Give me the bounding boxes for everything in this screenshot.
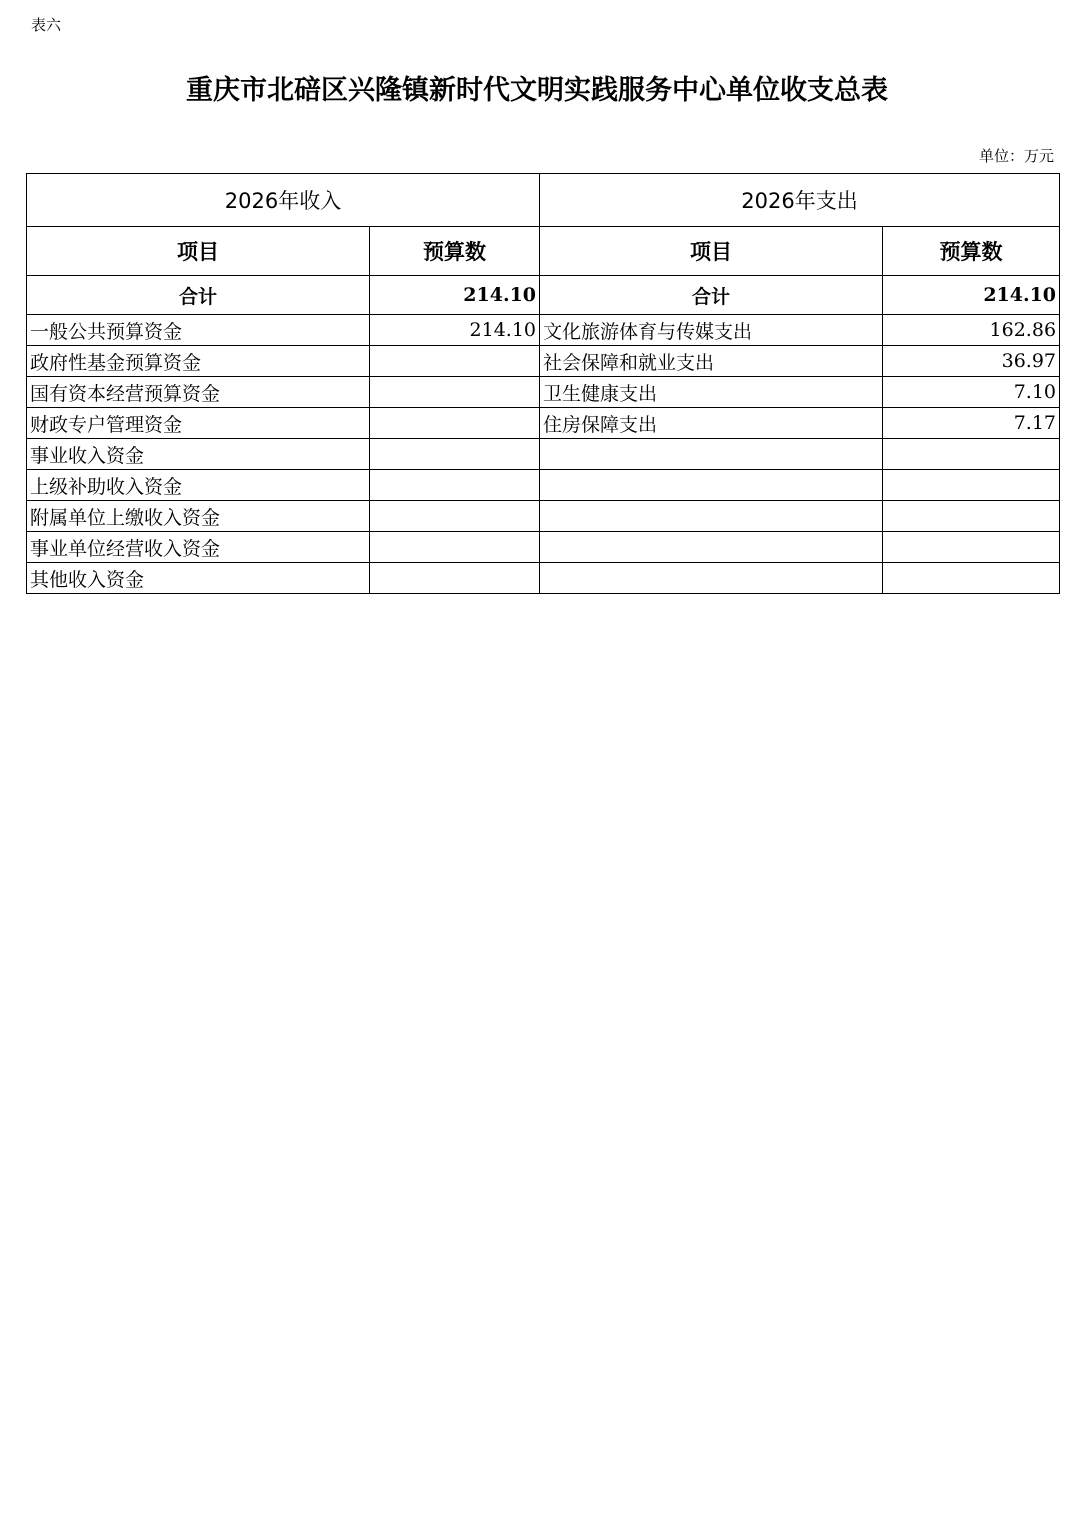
- income-total-value: 214.10: [370, 276, 540, 315]
- income-item-label: 国有资本经营预算资金: [27, 377, 370, 408]
- expenditure-section-header: 2026年支出: [540, 174, 1060, 227]
- expenditure-item-label: 卫生健康支出: [540, 377, 883, 408]
- income-item-value: [370, 470, 540, 501]
- income-item-label: 事业单位经营收入资金: [27, 532, 370, 563]
- expenditure-item-value: 7.17: [883, 408, 1060, 439]
- income-budget-column-header: 预算数: [370, 227, 540, 276]
- expenditure-item-label: [540, 470, 883, 501]
- expenditure-item-label: [540, 532, 883, 563]
- unit-note: 单位：万元: [978, 147, 1054, 165]
- expenditure-budget-column-header: 预算数: [883, 227, 1060, 276]
- table-row: [27, 439, 1060, 470]
- expenditure-item-value: [883, 532, 1060, 563]
- expenditure-item-label: [540, 439, 883, 470]
- page-title: 重庆市北碚区兴隆镇新时代文明实践服务中心单位收支总表: [186, 75, 888, 106]
- expenditure-item-value: 162.86: [883, 315, 1060, 346]
- income-item-column-header: 项目: [27, 227, 370, 276]
- table-number-label: 表六: [31, 16, 62, 34]
- expenditure-item-label: [540, 501, 883, 532]
- table-row: [27, 563, 1060, 594]
- income-item-value: [370, 346, 540, 377]
- expenditure-item-label: 住房保障支出: [540, 408, 883, 439]
- expenditure-item-value: 36.97: [883, 346, 1060, 377]
- income-item-value: [370, 377, 540, 408]
- income-item-label: 上级补助收入资金: [27, 470, 370, 501]
- expenditure-item-label: [540, 563, 883, 594]
- table-row: [27, 501, 1060, 532]
- income-item-value: [370, 439, 540, 470]
- table-row: [27, 346, 1060, 377]
- income-item-value: [370, 501, 540, 532]
- expenditure-item-value: [883, 501, 1060, 532]
- expenditure-total-label: 合计: [540, 276, 883, 315]
- table-row: [27, 377, 1060, 408]
- table-row: [27, 315, 1060, 346]
- income-item-value: [370, 532, 540, 563]
- expenditure-item-value: [883, 439, 1060, 470]
- table-row: [27, 470, 1060, 501]
- income-item-value: [370, 563, 540, 594]
- column-header-row: [27, 227, 1060, 276]
- income-item-label: 一般公共预算资金: [27, 315, 370, 346]
- expenditure-total-value: 214.10: [883, 276, 1060, 315]
- income-item-label: 政府性基金预算资金: [27, 346, 370, 377]
- expenditure-item-value: 7.10: [883, 377, 1060, 408]
- income-item-label: 其他收入资金: [27, 563, 370, 594]
- income-item-value: [370, 408, 540, 439]
- expenditure-item-column-header: 项目: [540, 227, 883, 276]
- income-item-label: 财政专户管理资金: [27, 408, 370, 439]
- income-total-label: 合计: [27, 276, 370, 315]
- income-item-label: 附属单位上缴收入资金: [27, 501, 370, 532]
- expenditure-item-label: 社会保障和就业支出: [540, 346, 883, 377]
- section-header-row: [27, 174, 1060, 227]
- table-row: [27, 408, 1060, 439]
- expenditure-item-label: 文化旅游体育与传媒支出: [540, 315, 883, 346]
- income-expenditure-summary-table: [26, 173, 1060, 594]
- total-row: [27, 276, 1060, 315]
- table-row: [27, 532, 1060, 563]
- expenditure-item-value: [883, 563, 1060, 594]
- income-section-header: 2026年收入: [27, 174, 540, 227]
- income-item-label: 事业收入资金: [27, 439, 370, 470]
- expenditure-item-value: [883, 470, 1060, 501]
- income-item-value: 214.10: [370, 315, 540, 346]
